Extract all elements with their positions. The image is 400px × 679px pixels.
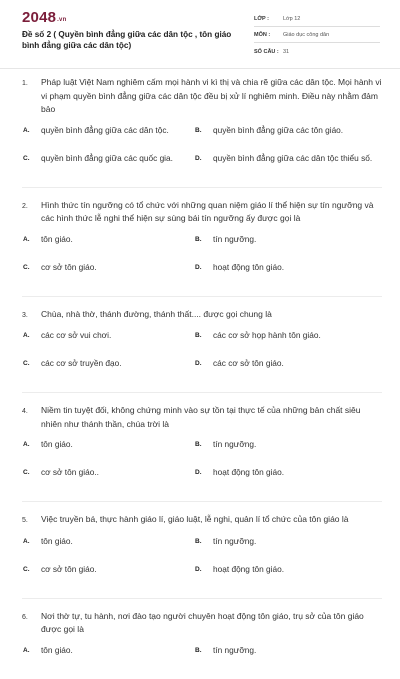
option-text: tôn giáo. [41,233,73,244]
question-number: 2. [22,202,28,210]
option-text: tín ngưỡng. [213,233,257,244]
meta-value: Lớp 12 [283,16,301,22]
option-a[interactable] [22,124,194,146]
option-letter: C. [23,263,30,271]
option-b[interactable] [194,535,382,557]
option-text: tín ngưỡng. [213,644,257,655]
option-d[interactable] [194,261,382,283]
question-text: Nơi thờ tự, tu hành, nơi đào tạo người chuyên hoạt động tôn giáo, trụ sở của tôn giáo được gọi là [41,610,364,634]
option-c[interactable] [22,563,194,585]
option-d[interactable] [194,152,382,174]
option-b[interactable] [194,233,382,255]
option-text: cơ sở tôn giáo. [41,563,97,574]
question-divider [22,296,382,297]
meta-value: Giáo dục công dân [283,32,330,38]
option-letter: C. [23,565,30,573]
option-c[interactable] [22,466,194,488]
meta-subject-row [254,28,380,43]
option-text: cơ sở tôn giáo.. [41,467,99,477]
meta-label: LỚP : [254,16,269,22]
option-text: tín ngưỡng. [213,439,257,449]
question-text: Pháp luật Việt Nam nghiêm cấm mọi hành vi kì thị và chia rẽ giữa các dân tộc. Mọi hành vi vi phạm quyền bình đẳng giữa các dân tộc đều bị xử lí nghiêm minh. Điều này nhằm đảm bảo [41,77,382,114]
option-d[interactable] [194,563,382,585]
question-6 [22,610,382,679]
meta-class-row [254,12,380,27]
question-divider [22,392,382,393]
option-a[interactable] [22,644,194,666]
question-5 [22,513,382,598]
option-text: các cơ sở tôn giáo. [213,358,284,368]
site-logo[interactable]: 2048.vn [22,9,67,26]
option-text: cơ sở tôn giáo. [41,261,97,272]
option-d[interactable] [194,357,382,379]
option-b[interactable] [194,644,382,666]
option-letter: D. [195,154,202,162]
question-number: 4. [22,408,28,415]
question-4 [22,404,382,501]
option-a[interactable] [22,233,194,255]
question-divider [22,598,382,599]
question-divider [22,501,382,502]
option-text: quyền bình đẳng giữa các dân tộc thiểu số. [213,152,373,163]
question-number: 3. [22,311,28,319]
option-letter: A. [23,537,30,545]
option-c[interactable] [22,261,194,283]
question-1 [22,76,382,187]
meta-value: 31 [283,48,290,55]
option-letter: B. [195,646,202,654]
option-letter: B. [195,441,202,448]
option-letter: A. [23,126,30,134]
option-text: các cơ sở vui chơi. [41,330,112,340]
option-letter: A. [23,646,30,654]
option-letter: B. [195,235,202,243]
option-letter: A. [23,441,30,448]
option-a[interactable] [22,329,194,351]
option-c[interactable] [22,357,194,379]
option-letter: B. [195,537,202,545]
exam-title: Đề số 2 ( Quyền bình đẳng giữa các dân tộc , tôn giáo bình đẳng giữa các dân tộc) [22,30,232,50]
option-letter: A. [23,332,30,339]
option-text: các cơ sở họp hành tôn giáo. [213,330,321,340]
page-header [0,0,400,68]
option-letter: B. [195,332,202,339]
question-number: 5. [22,517,28,524]
option-a[interactable] [22,535,194,557]
option-text: tôn giáo. [41,439,73,449]
option-c[interactable] [22,152,194,174]
option-letter: D. [195,263,202,271]
question-divider [22,187,382,188]
question-number: 6. [22,613,28,621]
option-text: hoạt động tôn giáo. [213,261,285,272]
question-text: Chùa, nhà thờ, thánh đường, thánh thất.... được gọi chung là [41,308,272,319]
option-text: quyền bình đẳng giữa các tôn giáo. [213,124,344,135]
option-b[interactable] [194,438,382,460]
option-text: các cơ sở truyền đạo. [41,358,122,368]
option-letter: D. [195,360,202,367]
option-text: quyền bình đẳng giữa các dân tộc. [41,124,169,135]
question-3 [22,308,382,393]
question-list [22,76,382,679]
option-letter: B. [195,126,202,134]
option-text: hoạt động tôn giáo. [213,467,285,477]
option-letter: C. [23,154,30,162]
option-letter: A. [23,235,30,243]
question-text: Hình thức tín ngưỡng có tổ chức với những quan niệm giáo lí thể hiện sự tín ngưỡng và các hình thức lễ nghi thể hiện sự sùng bái tín ngưỡng ấy được gọi là [41,199,374,223]
option-letter: D. [195,565,202,573]
option-b[interactable] [194,124,382,146]
question-text: Niềm tin tuyệt đối, không chứng minh vào sự tồn tại thực tế của những bản chất siêu nhiên như thánh thần, chúa trời là [41,405,361,429]
option-text: hoạt động tôn giáo. [213,563,285,574]
option-a[interactable] [22,438,194,460]
header-divider [0,68,400,69]
option-b[interactable] [194,329,382,351]
question-number: 1. [22,80,28,87]
option-text: tín ngưỡng. [213,535,257,546]
meta-label: SỐ CÂU : [254,48,279,55]
option-letter: C. [23,360,30,367]
option-letter: D. [195,469,202,476]
exam-meta [254,12,380,60]
question-2 [22,199,382,296]
option-text: tôn giáo. [41,535,73,546]
option-letter: C. [23,469,30,476]
question-text: Việc truyền bá, thực hành giáo lí, giáo luật, lễ nghi, quản lí tổ chức của tôn giáo là [41,514,349,524]
meta-count-row [254,44,380,59]
option-text: tôn giáo. [41,644,73,655]
meta-label: MÔN : [254,32,271,38]
option-text: quyền bình đẳng giữa các quốc gia. [41,152,173,163]
option-d[interactable] [194,466,382,488]
